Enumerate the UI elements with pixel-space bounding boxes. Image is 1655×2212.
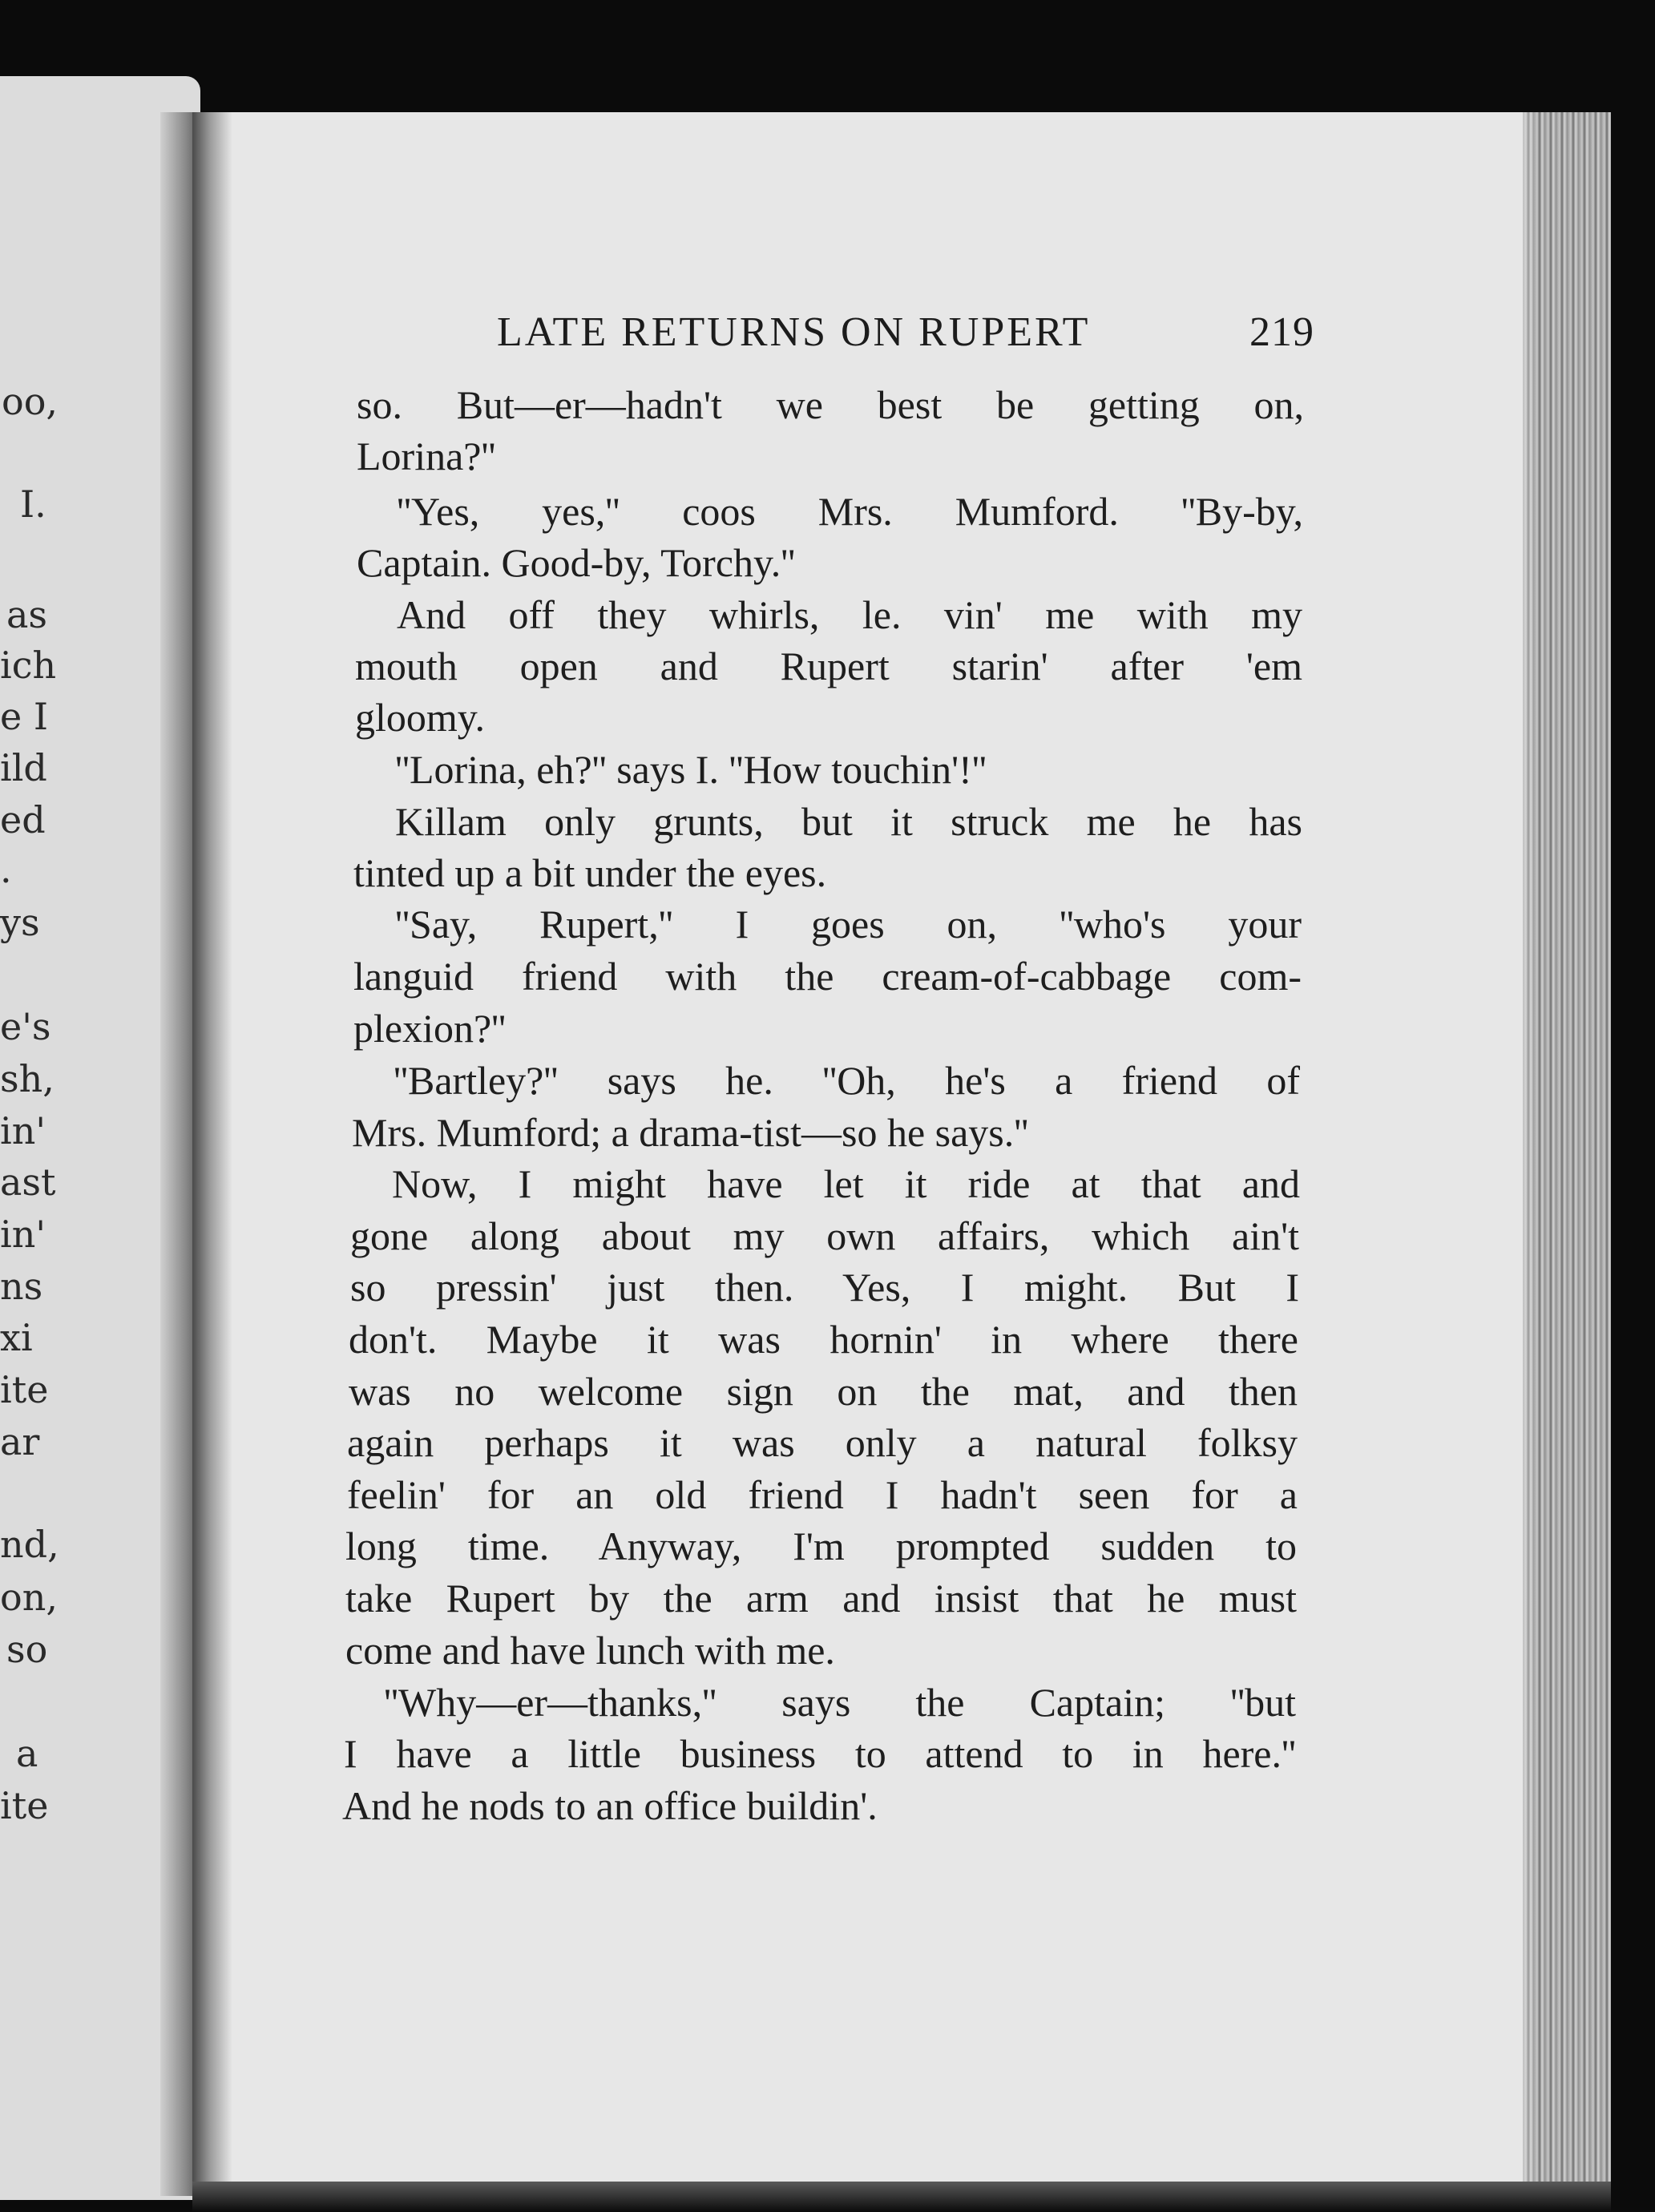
left-page-fragment: a bbox=[16, 1732, 38, 1775]
text-line: tinted up a bit under the eyes. bbox=[353, 850, 827, 895]
page-binding-shadow bbox=[192, 112, 232, 2184]
text-line: ''Bartley?'' says he. ''Oh, he's a friend of bbox=[394, 1058, 1300, 1103]
text-line: Lorina?'' bbox=[357, 434, 496, 478]
left-page-fragment: so bbox=[6, 1628, 48, 1671]
text-line: ''Yes, yes,'' coos Mrs. Mumford. ''By-by, bbox=[397, 489, 1303, 534]
text-line: plexion?'' bbox=[353, 1006, 507, 1051]
text-line: ''Say, Rupert,'' I goes on, ''who's your bbox=[395, 902, 1302, 947]
text-line: And off they whirls, le. vin' me with my bbox=[397, 592, 1302, 637]
left-page-fragment: ite bbox=[0, 1784, 49, 1827]
text-line: Now, I might have let it ride at that and bbox=[392, 1161, 1300, 1206]
text-line: Killam only grunts, but it struck me he has bbox=[395, 799, 1302, 844]
text-line: gone along about my own affairs, which ain't bbox=[350, 1213, 1299, 1258]
bottom-edge bbox=[192, 2182, 1611, 2212]
left-page-fragment: as bbox=[6, 593, 48, 636]
left-page-fragment: ast bbox=[0, 1160, 56, 1204]
page-edge-fade bbox=[1507, 112, 1539, 2188]
text-line: again perhaps it was only a natural folksy bbox=[347, 1420, 1298, 1465]
running-head bbox=[497, 309, 1314, 356]
text-line: Captain. Good-by, Torchy.'' bbox=[357, 540, 796, 585]
text-line: don't. Maybe it was hornin' in where there bbox=[349, 1317, 1298, 1362]
text-line: And he nods to an office buildin'. bbox=[342, 1783, 878, 1828]
left-page-fragment: ys bbox=[0, 901, 40, 944]
left-page-fragment: e I bbox=[0, 695, 49, 738]
left-page-fragment: . bbox=[0, 848, 12, 891]
left-page-fragment: ite bbox=[0, 1368, 49, 1411]
left-page-fragment: in' bbox=[0, 1109, 46, 1152]
left-page-fragment: ild bbox=[0, 746, 47, 789]
text-line: I have a little business to attend to in here.'' bbox=[344, 1731, 1296, 1776]
left-page-fragment: xi bbox=[0, 1316, 33, 1359]
left-page-fragment: ns bbox=[0, 1265, 43, 1308]
left-page-fragment: ich bbox=[0, 644, 57, 687]
left-page-fragment: in' bbox=[0, 1213, 46, 1256]
text-line: gloomy. bbox=[355, 695, 486, 740]
text-line: mouth open and Rupert starin' after 'em bbox=[355, 644, 1302, 688]
left-page-fragment: on, bbox=[0, 1576, 58, 1619]
left-page-fragment: oo, bbox=[2, 380, 59, 423]
text-line: Mrs. Mumford; a drama-tist—so he says.'' bbox=[352, 1110, 1029, 1155]
left-page-fragment: I. bbox=[20, 482, 46, 526]
left-page-fragment: e's bbox=[0, 1005, 51, 1048]
text-line: was no welcome sign on the mat, and then bbox=[349, 1369, 1298, 1414]
left-page-fragment: ed bbox=[0, 798, 46, 842]
left-page-fragment: nd, bbox=[0, 1523, 59, 1566]
text-line: languid friend with the cream-of-cabbage com- bbox=[353, 954, 1302, 999]
text-line: feelin' for an old friend I hadn't seen for a bbox=[347, 1472, 1298, 1517]
page-number: 219 bbox=[1249, 309, 1314, 355]
running-title: LATE RETURNS ON RUPERT bbox=[497, 309, 1091, 355]
text-line: ''Lorina, eh?'' says I. ''How touchin'!'' bbox=[395, 747, 987, 792]
text-line: ''Why—er—thanks,'' says the Captain; ''but bbox=[384, 1680, 1296, 1725]
left-page-fragment: sh, bbox=[0, 1057, 54, 1100]
text-line: come and have lunch with me. bbox=[345, 1628, 835, 1673]
text-line: so. But—er—hadn't we best be getting on, bbox=[357, 382, 1304, 427]
text-line: so pressin' just then. Yes, I might. But I bbox=[350, 1265, 1299, 1310]
text-line: long time. Anyway, I'm prompted sudden to bbox=[345, 1524, 1297, 1568]
text-line: take Rupert by the arm and insist that he must bbox=[345, 1576, 1297, 1621]
left-page-fragment: ar bbox=[0, 1420, 40, 1463]
